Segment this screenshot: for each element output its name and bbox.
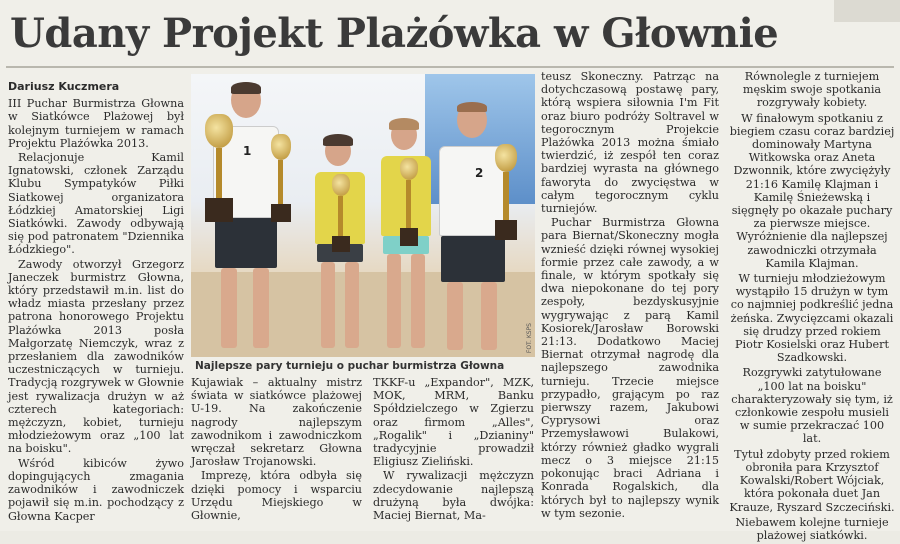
paragraph: Wśród kibiców żywo dopingujących zmagania zawodników i zawodniczek pojawił się m.in. pochodzący z Głowna Kacper <box>8 456 184 523</box>
article-column-1 <box>8 80 184 524</box>
paragraph: Relacjonuje Kamil Ignatowski, członek Zarządu Klubu Sympatyków Piłki Siatkowej organizatora Łódzkiej Amatorskiej Ligi Siatkówki. Zawody odbywają się pod patronatem "Dziennika Łódzkiego". <box>8 151 184 257</box>
trophy-icon <box>397 158 421 248</box>
article-photo <box>191 74 535 357</box>
paragraph: Niebawem kolejne turnieje plażowej siatkówki. <box>735 515 889 542</box>
paragraph: W finałowym spotkaniu z biegiem czasu coraz bardziej dominowały Martyna Witkowska oraz Aneta Dzwonnik, które zwyciężyły 21:16 Kamilę Klajman i Kamilę Śnieżewską i sięgnęły po okazałe puchary za pierwsze miejsce. Wyróżnienie dla najlepszej zawodniczki otrzymała Kamila Klajman. <box>729 111 895 270</box>
paragraph: Równolegle z turniejem męskim swoje spotkania rozgrywały kobiety. <box>742 70 882 110</box>
jersey-number: 1 <box>243 144 252 158</box>
trophy-icon <box>491 144 521 244</box>
paragraph: Puchar Burmistrza Głowna para Biernat/Skoneczny mogła wznieść dzięki równej wysokiej formie przez całe zawody, a w finale, w którym spotkały się dwa niepokonane do tej pory zespoły, bezdyskusyjnie wygrywając z parą Kamil Kosiorek/Jarosław Borowski 21:13. Dodatkowo Maciej Biernat otrzymał nagrodę dla najlepszego zawodnika turnieju. Trzecie miejsce przypadło, grającym po raz pierwszy razem, Jakubowi Cyprysowi oraz Przemysławowi Bulakowi, którzy również gładko wygrali mecz o 3 miejsce 21:15 pokonując braci Adriana i Konrada Rogalskich, dla których był to najlepszy wynik w tym sezonie. <box>541 216 719 520</box>
article-column-4 <box>541 70 719 521</box>
trophy-icon <box>267 134 295 224</box>
paragraph: TKKF-u „Expandor", MZK, MOK, MRM, Banku Spółdzielczego w Zgierzu oraz firmom „Alles", „Rogalik" i „Dzianiny" tradycyjnie prowadził Eligiusz Zieliński. <box>373 376 534 469</box>
headline-divider <box>6 66 894 68</box>
article-headline: Udany Projekt Plażówka w Głownie <box>10 10 779 57</box>
photo-caption: Najlepsze pary turnieju o puchar burmistrza Głowna <box>195 360 505 372</box>
paragraph: W turnieju młodzieżowym wystąpiło 15 drużyn w tym co najmniej podkreślić jedna żeńska. Zwycięzcami okazali się drudzy przed rokiem Piotr Kosielski oraz Hubert Szadkowski. <box>730 272 894 365</box>
paragraph: III Puchar Burmistrza Głowna w Siatkówce Plażowej był kolejnym turniejem w ramach Projektu Plażówka 2013. <box>8 97 184 150</box>
paragraph: Kujawiak – aktualny mistrz świata w siatkówce plażowej U-19. Na zakończenie nagrody najlepszym zawodnikom i zawodniczkom wręczał sekretarz Głowna Jarosław Trojanowski. <box>191 376 362 469</box>
article-column-3 <box>373 376 534 523</box>
paragraph: teusz Skoneczny. Patrząc na dotychczasową postawę pary, którą wspiera siłownia I'm Fit oraz biuro podróży Soltravel w tegorocznym Projekcie Plażówka 2013 można śmiało twierdzić, iż zespół ten coraz bardziej wyrasta na głównego faworyta do zwycięstwa w całym tegorocznym cyklu turniejów. <box>541 70 719 216</box>
paragraph: Tytuł zdobyty przed rokiem obroniła para Krzysztof Kowalski/Robert Wójciak, która pokonała duet Jan Krauze, Ryszard Szczeciński. <box>729 447 895 514</box>
paragraph: W rywalizacji mężczyzn zdecydowanie najlepszą drużyną była dwójka: Maciej Biernat, Ma- <box>373 469 534 523</box>
photo-credit: FOT. KSPS <box>526 323 533 354</box>
trophy-icon <box>199 114 239 224</box>
trophy-icon <box>329 174 353 254</box>
page-corner-strip <box>834 0 900 22</box>
article-column-2 <box>191 376 362 523</box>
author-byline: Dariusz Kuczmera <box>8 80 120 93</box>
article-column-5 <box>729 70 895 544</box>
paragraph: Rozgrywki zatytułowane „100 lat na boisku" charakteryzowały się tym, iż członkowie zespołu musieli w sumie przekraczać 100 lat. <box>731 366 893 446</box>
paragraph: Imprezę, która odbyła się dzięki pomocy i wsparciu Urzędu Miejskiego w Głownie, <box>191 469 362 523</box>
jersey-number: 2 <box>475 166 484 180</box>
paragraph: Zawody otworzył Grzegorz Janeczek burmistrz Głowna, który przedstawił m.in. list do władz miasta przesłany przez patrona honorowego Projektu Plażówka 2013 posła Małgorzatę Niemczyk, wraz z przesłaniem dla zawodników uczestniczących w turnieju. Tradycją rozgrywek w Głownie jest rywalizacja drużyn w aż czterech kategoriach: mężczyzn, kobiet, turnieju młodzieżowym oraz „100 lat na boisku". <box>8 257 184 456</box>
